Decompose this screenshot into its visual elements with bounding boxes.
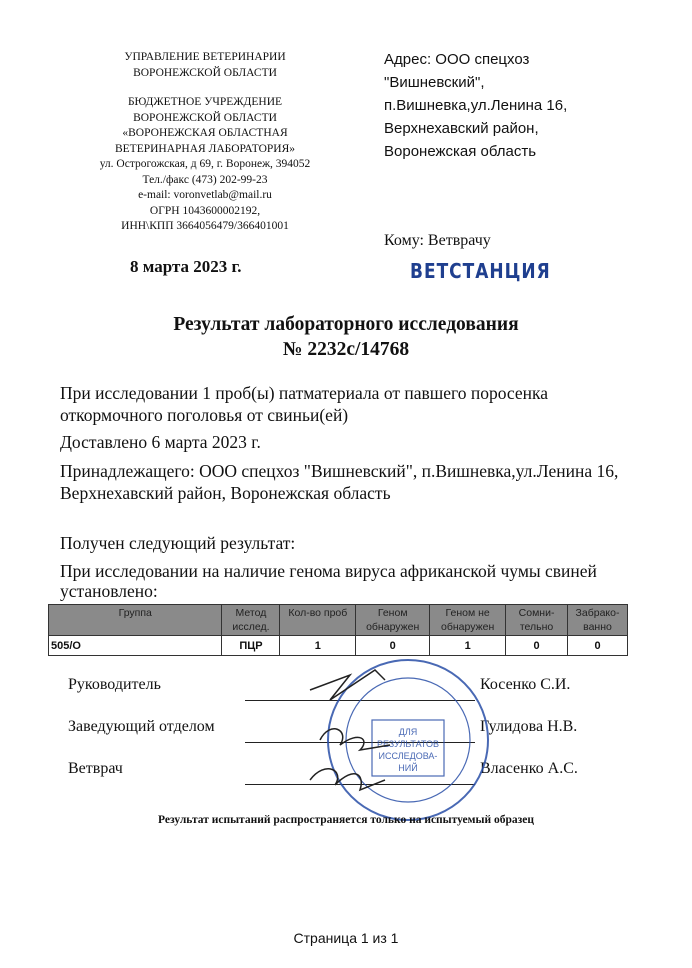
table-cell: 0 xyxy=(506,636,568,656)
svg-text:ДЛЯ: ДЛЯ xyxy=(398,727,418,737)
title-line: Результат лабораторного исследования xyxy=(173,314,519,335)
column-header: Кол-во проб xyxy=(280,605,356,636)
column-header: Сомни-тельно xyxy=(506,605,568,636)
institution-header xyxy=(60,95,350,235)
inst-line: ИНН\КПП 3664056479/366401001 xyxy=(121,220,289,232)
signature-name: Гулидова Н.В. xyxy=(480,718,578,735)
sample-description: При исследовании 1 проб(ы) патматериала от павшего поросенка откормочного поголовья от свиньи(ей) xyxy=(60,383,549,425)
inst-line: ВОРОНЕЖСКОЙ ОБЛАСТИ xyxy=(133,111,277,124)
column-header: Метод исслед. xyxy=(222,605,280,636)
inst-line: ВЕТЕРИНАРНАЯ ЛАБОРАТОРИЯ» xyxy=(114,142,296,155)
document-number: № 2232с/14768 xyxy=(282,339,410,360)
org-line: ВОРОНЕЖСКОЙ ОБЛАСТИ xyxy=(133,66,277,79)
table-cell: 505/О xyxy=(49,636,222,656)
table-cell: 0 xyxy=(568,636,628,656)
result-intro: Получен следующий результат: xyxy=(60,533,296,553)
svg-text:НИЙ: НИЙ xyxy=(398,763,418,773)
inst-line: e-mail: voronvetlab@mail.ru xyxy=(138,189,272,201)
table-cell: 1 xyxy=(280,636,356,656)
delivery-date: Доставлено 6 марта 2023 г. xyxy=(60,432,261,452)
document-title xyxy=(0,312,692,362)
recipient: Кому: Ветврачу xyxy=(384,232,491,249)
address-line: "Вишневский", xyxy=(384,74,485,91)
svg-text:РЕЗУЛЬТАТОВ: РЕЗУЛЬТАТОВ xyxy=(376,739,440,749)
column-header: Геном не обнаружен xyxy=(430,605,506,636)
result-statement: При исследовании на наличие генома вируса африканской чумы свиней установлено: xyxy=(60,561,597,601)
column-header: Забрако-ванно xyxy=(568,605,628,636)
owner: Принадлежащего: ООО спецхоз "Вишневский", п.Вишневка,ул.Ленина 16, Верхнехавский район, Воронежская область xyxy=(60,461,619,503)
address-line: п.Вишневка,ул.Ленина 16, xyxy=(384,97,568,114)
table-cell: 0 xyxy=(356,636,430,656)
signature-name: Косенко С.И. xyxy=(480,676,571,693)
org-line: УПРАВЛЕНИЕ ВЕТЕРИНАРИИ xyxy=(124,51,286,63)
table-cell: 1 xyxy=(430,636,506,656)
column-header: Группа xyxy=(49,605,222,636)
column-header: Геном обнаружен xyxy=(356,605,430,636)
vetstation-stamp: ВЕТСТАНЦИЯ xyxy=(410,260,551,284)
signature-role: Ветврач xyxy=(68,760,123,777)
inst-line: ул. Острогожская, д 69, г. Воронеж, 394052 xyxy=(99,158,311,170)
footer-note: Результат испытаний распространяется только на испытуемый образец xyxy=(158,814,534,826)
signature-role: Руководитель xyxy=(68,676,161,693)
page-number: Страница 1 из 1 xyxy=(293,930,399,946)
address-line: Адрес: ООО спецхоз xyxy=(384,51,530,68)
svg-text:ИССЛЕДОВА-: ИССЛЕДОВА- xyxy=(378,751,438,761)
recipient-address xyxy=(384,48,567,163)
signature-name: Власенко А.С. xyxy=(480,760,578,777)
inst-line: «ВОРОНЕЖСКАЯ ОБЛАСТНАЯ xyxy=(122,127,288,139)
official-stamp xyxy=(290,650,510,830)
inst-line: ОГРН 1043600002192, xyxy=(149,204,261,217)
address-line: Воронежская область xyxy=(384,143,537,160)
results-table xyxy=(48,604,628,656)
table-header-row xyxy=(49,605,628,636)
signature-role: Заведующий отделом xyxy=(68,718,215,735)
org-header xyxy=(60,50,350,81)
table-cell: ПЦР xyxy=(222,636,280,656)
address-line: Верхнехавский район, xyxy=(384,120,539,137)
inst-line: Тел./факс (473) 202-99-23 xyxy=(142,173,268,186)
inst-line: БЮДЖЕТНОЕ УЧРЕЖДЕНИЕ xyxy=(127,96,283,108)
document-date: 8 марта 2023 г. xyxy=(130,257,242,276)
